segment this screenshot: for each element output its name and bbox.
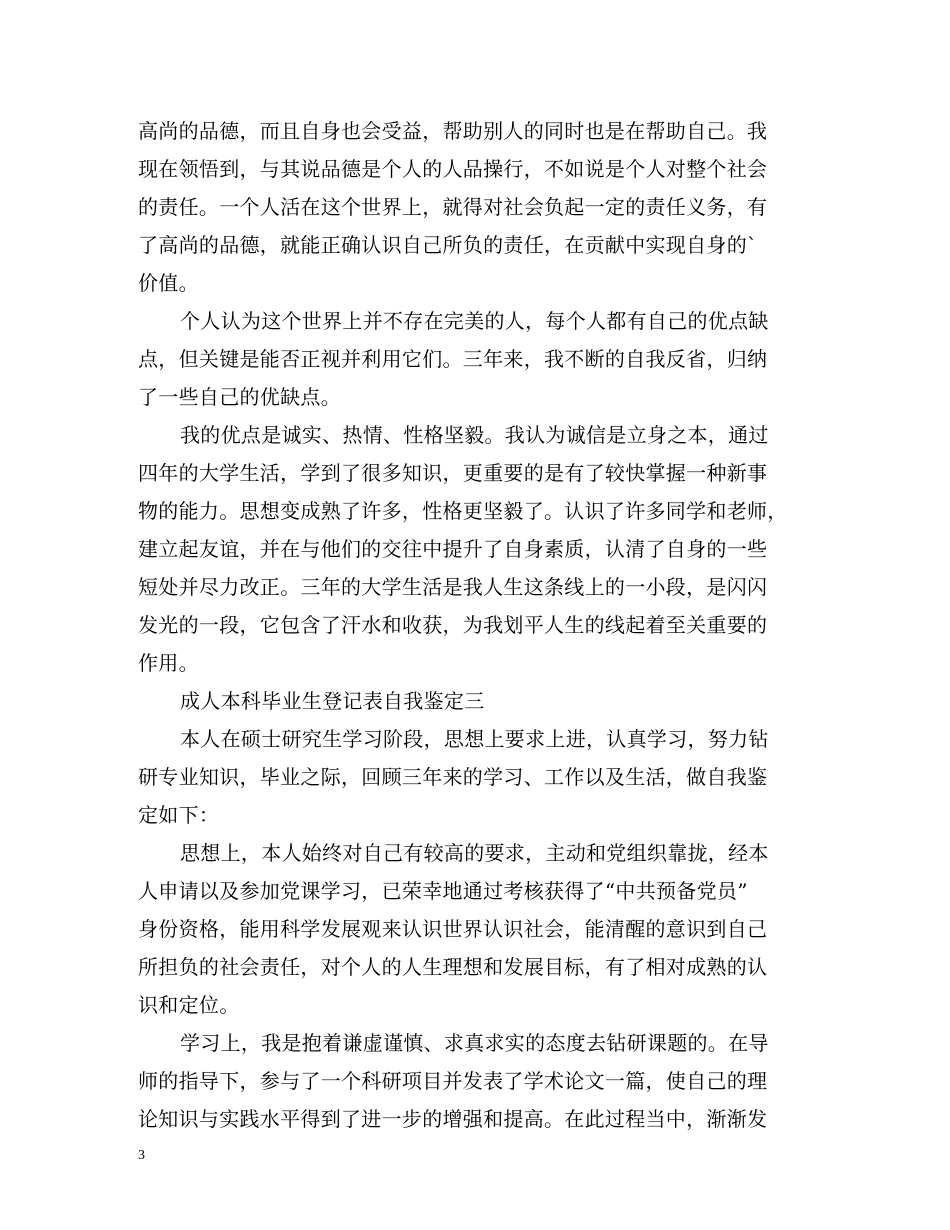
- text-line: 点，但关键是能否正视并利用它们。三年来，我不断的自我反省，归纳: [138, 347, 768, 371]
- text-line: 物的能力。思想变成熟了许多，性格更坚毅了。认识了许多同学和老师，: [138, 499, 788, 523]
- text-line: 了高尚的品德，就能正确认识自己所负的责任，在贡献中实现自身的`: [138, 233, 758, 257]
- text-line: 我的优点是诚实、热情、性格坚毅。我认为诚信是立身之本，通过: [180, 423, 769, 447]
- text-line: 建立起友谊，并在与他们的交往中提升了自身素质，认清了自身的一些: [138, 537, 768, 561]
- text-line: 论知识与实践水平得到了进一步的增强和提高。在此过程当中，渐渐发: [138, 1107, 768, 1131]
- text-line: 短处并尽力改正。三年的大学生活是我人生这条线上的一小段，是闪闪: [138, 575, 768, 599]
- text-line: 的责任。一个人活在这个世界上，就得对社会负起一定的责任义务，有: [138, 195, 768, 219]
- text-line: 研专业知识，毕业之际，回顾三年来的学习、工作以及生活，做自我鉴: [138, 765, 768, 789]
- document-body: [138, 112, 826, 1138]
- text-line: 识和定位。: [138, 993, 240, 1017]
- text-line: 身份资格，能用科学发展观来认识世界认识社会，能清醒的意识到自己: [138, 917, 768, 941]
- page-number: 3: [138, 1148, 145, 1163]
- text-line: 个人认为这个世界上并不存在完美的人，每个人都有自己的优点缺: [180, 309, 769, 333]
- text-line: 师的指导下，参与了一个科研项目并发表了学术论文一篇，使自己的理: [138, 1069, 768, 1093]
- section-heading: 成人本科毕业生登记表自我鉴定三: [180, 689, 485, 713]
- text-line: 现在领悟到，与其说品德是个人的人品操行，不如说是个人对整个社会: [138, 157, 768, 181]
- text-line: 高尚的品德，而且自身也会受益，帮助别人的同时也是在帮助自己。我: [138, 119, 768, 143]
- text-line: 价值。: [138, 271, 199, 295]
- text-line: 发光的一段，它包含了汗水和收获，为我划平人生的线起着至关重要的: [138, 613, 768, 637]
- text-line: 定如下：: [138, 803, 220, 827]
- text-line: 人申请以及参加党课学习，已荣幸地通过考核获得了“中共预备党员”: [138, 879, 748, 903]
- text-line: 了一些自己的优缺点。: [138, 385, 341, 409]
- text-line: 四年的大学生活，学到了很多知识，更重要的是有了较快掌握一种新事: [138, 461, 768, 485]
- text-line: 所担负的社会责任，对个人的人生理想和发展目标，有了相对成熟的认: [138, 955, 768, 979]
- text-line: 作用。: [138, 651, 199, 675]
- text-line: 思想上，本人始终对自己有较高的要求，主动和党组织靠拢，经本: [180, 841, 769, 865]
- text-line: 学习上，我是抱着谦虚谨慎、求真求实的态度去钻研课题的。在导: [180, 1031, 769, 1055]
- text-line: 本人在硕士研究生学习阶段，思想上要求上进，认真学习，努力钻: [180, 727, 769, 751]
